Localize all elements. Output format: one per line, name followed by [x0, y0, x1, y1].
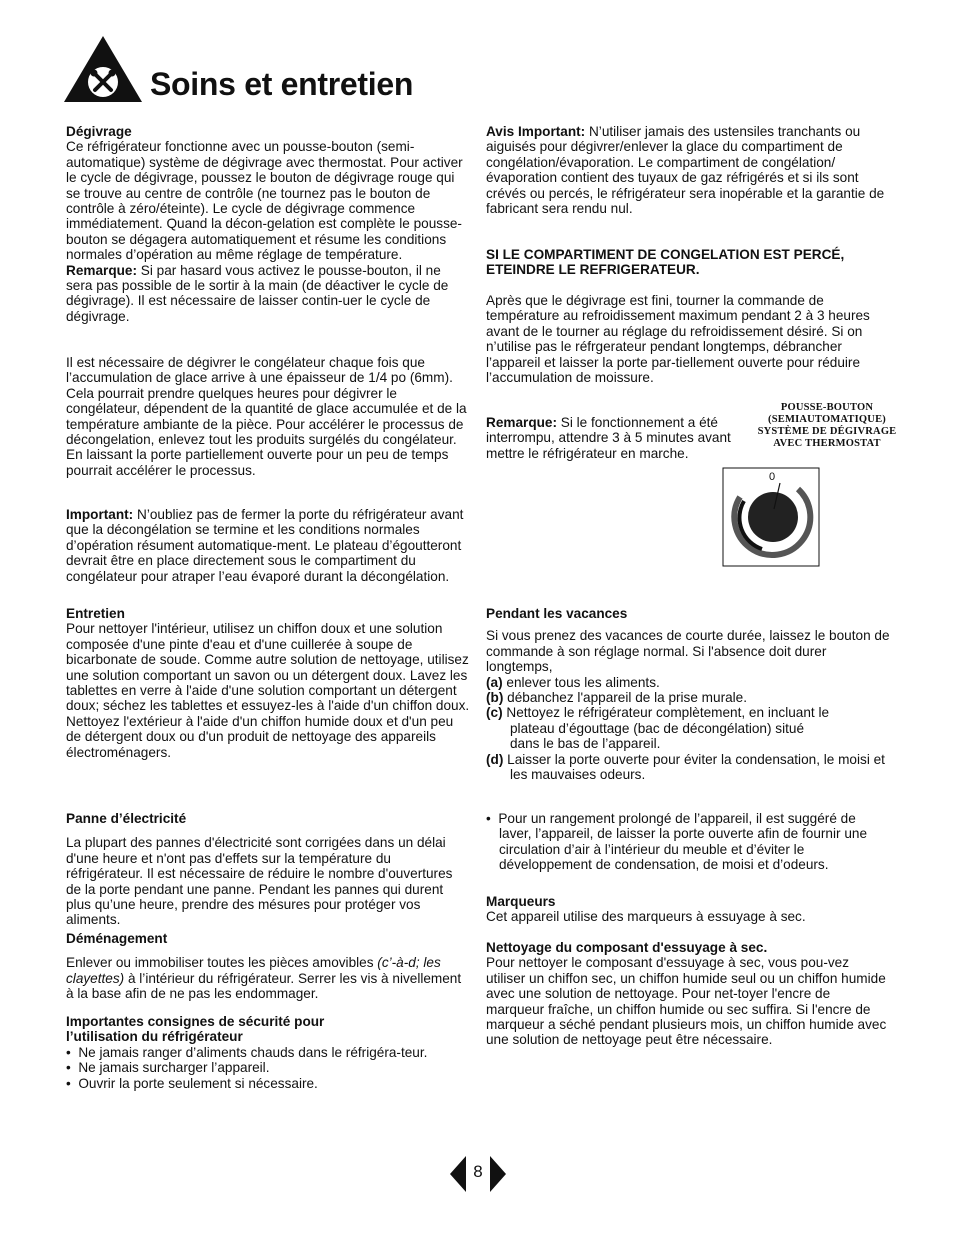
degivrage-body: Ce réfrigérateur fonctionne avec un pousse-bouton (semi-automatique) système de dégivrage avec thermostat. Pour activer le cycle de dégivrage, poussez le bouton de dégivrage rouge qui se trouve au centre de contrôle (ne tournez pas le bouton de contrôle à zéro/éteinte). Le cycle de dégivrage commence immédiatement. Quand la décon-gelation est complète le pousse-bouton se dégagera automatiquement et résume les conditions normales d’opération au même réglage de température. — [66, 139, 463, 263]
heading-marqueurs: Marqueurs — [486, 894, 556, 909]
degivrage-important: Important: N’oubliez pas de fermer la porte du réfrigérateur avant que la décongélation se termine et les conditions normales d’opération résument automatique-ment. Le plateau d’égoutteront devrait être en place directement sous le compartiment du congélateur pour atraper l’eau évaporé durant la décongélation. — [66, 507, 464, 584]
warning-tools-icon — [62, 34, 144, 104]
section-entretien — [66, 606, 470, 760]
section-marqueurs — [486, 894, 890, 925]
list-item: • Ouvrir la porte seulement si nécessaire. — [66, 1075, 318, 1091]
nettoyage-body: Pour nettoyer le composant d'essuyage à sec, vous pou-vez utiliser un chiffon sec, un chiffon humide seul ou un chiffon humide avec une solution de nettoyage. Pour net-toyer l'encre de marqueur fraîche, un chiffon humide ou sec suffira. Si l'encre de marqueur a séché pendant plusieurs mois, un chiffon humide avec une solution de nettoyage peut être nécessaire. — [486, 955, 887, 1048]
panne-body: La plupart des pannes d'électricité sont corrigées dans un délai d'une heure et n'ont pas d'effets sur la température du réfrigérateur. Il est nécessaire de réduire le nombre d'ouvertures de la porte pendant une panne. Pendant les pannes qui durent plus qu’une heure, prendre des mésures pour protéger vos aliments. — [66, 835, 453, 928]
heading-nettoyage: Nettoyage du composant d'essuyage à sec. — [486, 940, 768, 955]
heading-securite-2: l’utilisation du réfrigérateur — [66, 1029, 243, 1045]
remarque-fonctionnement: Remarque: Si le fonctionnement a été interrompu, attendre 3 à 5 minutes avant mettre le réfrigérateur en marche. — [486, 415, 731, 461]
degivrage-para2: Il est nécessaire de dégivrer le congélateur chaque fois que l’accumulation de glace arrive à une épaisseur de 1/4 po (6mm). Cela pourrait prendre quelques heures pour dégivrer le congélateur, dépendent de la quantité de glace accumulée et de la température ambiante de la pièce. Pour accélérer le processus de décongelation, enlevez tout les produits surgélés du congélateur. En laissant la porte partiellement ouverte pour un peu de temps pourrait accélérer le processus. — [66, 355, 467, 478]
section-vacances — [486, 606, 890, 782]
list-item: • Ne jamais surcharger l’appareil. — [66, 1060, 270, 1076]
section-panne — [66, 811, 470, 928]
dial-zero-label: 0 — [769, 471, 776, 483]
list-item: • Ne jamais ranger d’aliments chauds dans le réfrigéra-teur. — [66, 1044, 428, 1060]
heading-securite-1: Importantes consignes de sécurité pour — [66, 1014, 325, 1029]
entretien-body: Pour nettoyer l'intérieur, utilisez un chiffon doux et une solution composée d'une pinte d'eau et d'une cuillerée à soupe de bicarbonate de soude. Comme autre solution de nettoyage, utilisez une solution comportant un savon ou un détergent doux. Lavez les tablettes en verre à l'aide d'une solution comportant un détergent doux; séchez les tablettes et essuyez-les à l'aide d'un chiffon doux. Nettoyez l'extérieur à l'aide d'un chiffon humide doux et d'un peu de détergent doux ou d'un produit de nettoyage des appareils électroménagers. — [66, 621, 470, 760]
page-number: 8 — [473, 1162, 483, 1181]
section-demenagement — [66, 931, 470, 1002]
degivrage-remark: Remarque: Si par hasard vous activez le pousse-bouton, il ne sera pas possible de le sortir à la main (de déactiver le cycle de dégivrage). Il est nécessaire de laisser contin-uer le cycle de dégivrage. — [66, 262, 449, 324]
vacances-bullet: • Pour un rangement prolongé de l’appareil, il est suggéré de laver, l’appareil, de laisser la porte ouverte afin de fournir une circulation d’air à l’intérieur du meuble et d’éviter le développement de condensation, de moisi et d’odeurs. — [486, 811, 867, 873]
page-header — [62, 34, 482, 104]
section-nettoyage — [486, 940, 890, 1048]
demenagement-body: Enlever ou immobiliser toutes les pièces amovibles (c’-à-d; les clayettes) à l’intérieur du réfrigérateur. Serrer les vis à nivellement à la base afin de ne pas les endommager. — [66, 955, 462, 1002]
list-item: (a) enlever tous les aliments. — [486, 674, 660, 690]
heading-demenagement: Déménagement — [66, 931, 168, 946]
thermostat-knob-icon — [722, 467, 820, 567]
heading-panne: Panne d’électricité — [66, 811, 187, 826]
heading-degivrage: Dégivrage — [66, 124, 132, 139]
avis-important: Avis Important: N’utiliser jamais des ustensiles tranchants ou aiguisés pour dégivrer/enlever la glace du compartiment de congélation/évaporation. Le compartiment de congélation/évaporation contient des tuyaux de gaz réfrigérés et si ils sont crévés ou percés, le réfrigérateur sera inopérable et la garantie de fabricant sera rendu nul. — [486, 124, 885, 217]
marqueurs-body: Cet appareil utilise des marqueurs à essuyage à sec. — [486, 909, 806, 925]
heading-vacances: Pendant les vacances — [486, 606, 628, 621]
section-degivrage — [66, 124, 470, 324]
section-securite — [66, 1014, 470, 1091]
page-title: Soins et entretien — [150, 66, 414, 102]
list-item: (d) Laisser la porte ouverte pour éviter la condensation, le moisi et les mauvaises odeurs. — [486, 751, 885, 783]
warning-caps: SI LE COMPARTIMENT DE CONGELATION EST PERCÉ, ETEINDRE LE REFRIGERATEUR. — [486, 247, 845, 278]
vacances-list — [486, 675, 890, 783]
list-item: (b) débanchez l'appareil de la prise murale. — [486, 690, 748, 706]
list-item: (c) Nettoyez le réfrigérateur complètement, en incluant le plateau d’égouttage (bac de décongélation) situé dans le bas de l’appareil. — [486, 705, 830, 752]
vacances-intro: Si vous prenez des vacances de courte durée, laissez le bouton de commande à son réglage normal. Si l'absence doit durer longtemps, — [486, 628, 890, 675]
figure-caption: POUSSE-BOUTON (SEMIAUTOMATIQUE) SYSTÈME DE DÉGIVRAGE AVEC THERMOSTAT — [757, 402, 897, 449]
heading-entretien: Entretien — [66, 606, 125, 621]
apres-degivrage: Après que le dégivrage est fini, tourner la commande de température au refroidissement maximum pendant 2 à 3 heures avant de le tourner au réglage du refroidissement désiré. Si on n’utilise pas le réfrgerateur pendant longtemps, débrancher l’appareil et laisser la porte par-tiellement ouverte pour réduire l’accumulation de moissure. — [486, 293, 870, 386]
